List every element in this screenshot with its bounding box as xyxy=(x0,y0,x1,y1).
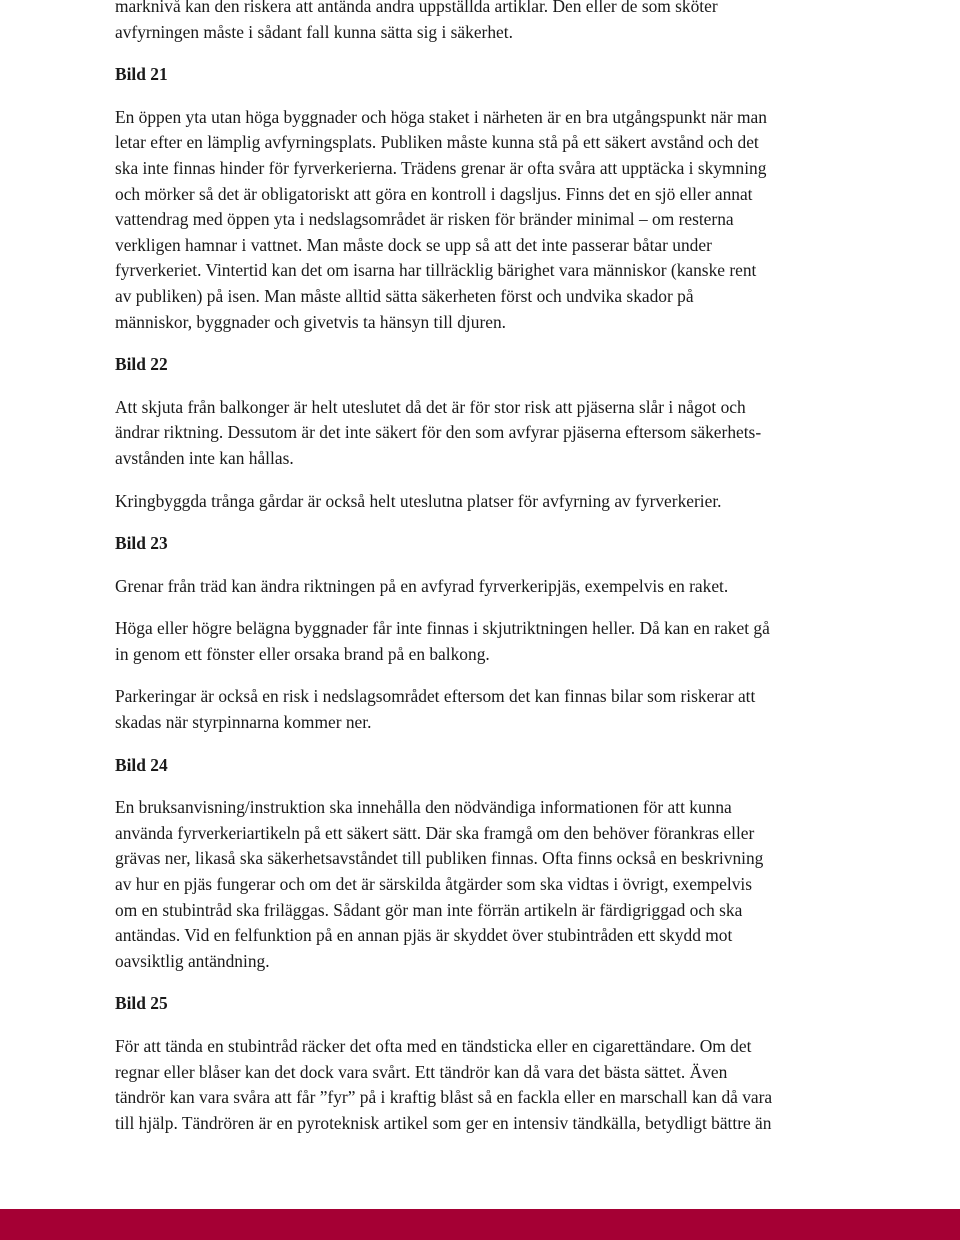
text-line: och mörker så det är obligatoriskt att göra en kontroll i dagsljus. Finns det en sjö eller annat xyxy=(115,183,753,204)
bild-21-paragraph xyxy=(115,105,855,335)
bild-24-paragraph xyxy=(115,795,855,974)
text-line: fyrverkeriet. Vintertid kan det om isarna har tillräcklig bärighet vara människor (kanske rent xyxy=(115,260,757,281)
text-line: En bruksanvisning/instruktion ska innehålla den nödvändiga informationen för att kunna xyxy=(115,797,732,818)
text-line: Grenar från träd kan ändra riktningen på en avfyrad fyrverkeripjäs, exempelvis en raket. xyxy=(115,575,729,596)
text-line: tändrör kan vara svåra att får ”fyr” på i kraftig blåst så en fackla eller en marschall kan då vara xyxy=(115,1087,773,1108)
text-line: människor, byggnader och givetvis ta hänsyn till djuren. xyxy=(115,311,507,332)
text-line: vattendrag med öppen yta i nedslagsområdet är risken för bränder minimal – om resterna xyxy=(115,209,734,230)
bild-22-paragraph-1 xyxy=(115,395,855,472)
document-body xyxy=(115,0,855,1136)
text-line: skadas när styrpinnarna kommer ner. xyxy=(115,712,372,733)
text-line: ska inte finnas hinder för fyrverkerierna. Trädens grenar är ofta svåra att upptäcka i skymning xyxy=(115,157,767,178)
text-line: av hur en pjäs fungerar och om det är särskilda åtgärder som ska vidtas i övrigt, exempelvis xyxy=(115,874,752,895)
text-line: om en stubintråd ska friläggas. Sådant gör man inte förrän artikeln är färdigriggad och ska xyxy=(115,899,743,920)
text-line: letar efter en lämplig avfyrningsplats. Publiken måste kunna stå på ett säkert avstånd och det xyxy=(115,132,759,153)
text-line: av publiken) på isen. Man måste alltid sätta säkerheten först och undvika skador på xyxy=(115,285,694,306)
text-line: Att skjuta från balkonger är helt uteslutet då det är för stor risk att pjäserna slår i något och xyxy=(115,396,746,417)
section-heading-bild-23: Bild 23 xyxy=(115,533,168,554)
text-line: En öppen yta utan höga byggnader och höga staket i närheten är en bra utgångspunkt när man xyxy=(115,106,767,127)
section-heading-bild-22: Bild 22 xyxy=(115,354,168,375)
section-heading-bild-24: Bild 24 xyxy=(115,754,168,775)
bild-22-paragraph-2 xyxy=(115,489,855,515)
text-line: Kringbyggda trånga gårdar är också helt uteslutna platser för avfyrning av fyrverkerier. xyxy=(115,490,722,511)
text-line: För att tända en stubintråd räcker det ofta med en tändsticka eller en cigarettändare. Om det xyxy=(115,1036,752,1056)
text-line: använda fyrverkeriartikeln på ett säkert sätt. Där ska framgå om den behöver förankras eller xyxy=(115,822,755,843)
text-line: marknivå kan den riskera att antända andra uppställda artiklar. Den eller de som sköter xyxy=(115,0,718,16)
text-line: Höga eller högre belägna byggnader får inte finnas i skjutriktningen heller. Då kan en raket gå xyxy=(115,618,770,639)
footer-bar xyxy=(0,1209,960,1240)
bild-23-paragraph-3 xyxy=(115,684,855,735)
section-heading-bild-21: Bild 21 xyxy=(115,64,168,85)
text-line: till hjälp. Tändrören är en pyroteknisk artikel som ger en intensiv tändkälla, betydligt bättre än xyxy=(115,1112,772,1133)
text-line: Parkeringar är också en risk i nedslagsområdet eftersom det kan finnas bilar som riskerar att xyxy=(115,686,756,707)
text-line: verkligen hamnar i vattnet. Man måste dock se upp så att det inte passerar båtar under xyxy=(115,234,712,255)
text-line: ändrar riktning. Dessutom är det inte säkert för den som avfyrar pjäserna eftersom säkerhets- xyxy=(115,422,762,443)
text-line: avstånden inte kan hållas. xyxy=(115,447,294,468)
text-line: oavsiktlig antändning. xyxy=(115,950,270,971)
text-line: in genom ett fönster eller orsaka brand på en balkong. xyxy=(115,643,490,664)
bild-25-paragraph xyxy=(115,1034,855,1136)
text-line: regnar eller blåser kan det dock vara svårt. Ett tändrör kan då vara det bästa sättet. Även xyxy=(115,1061,728,1082)
section-heading-bild-25: Bild 25 xyxy=(115,993,168,1014)
bild-23-paragraph-1 xyxy=(115,574,855,600)
bild-23-paragraph-2 xyxy=(115,616,855,667)
text-line: antändas. Vid en felfunktion på en annan pjäs är skyddet över stubintråden ett skydd mot xyxy=(115,925,733,946)
text-line: grävas ner, likaså ska säkerhetsavståndet till publiken finnas. Ofta finns också en beskrivning xyxy=(115,848,764,869)
intro-paragraph xyxy=(115,0,855,45)
text-line: avfyrningen måste i sådant fall kunna sätta sig i säkerhet. xyxy=(115,21,513,42)
